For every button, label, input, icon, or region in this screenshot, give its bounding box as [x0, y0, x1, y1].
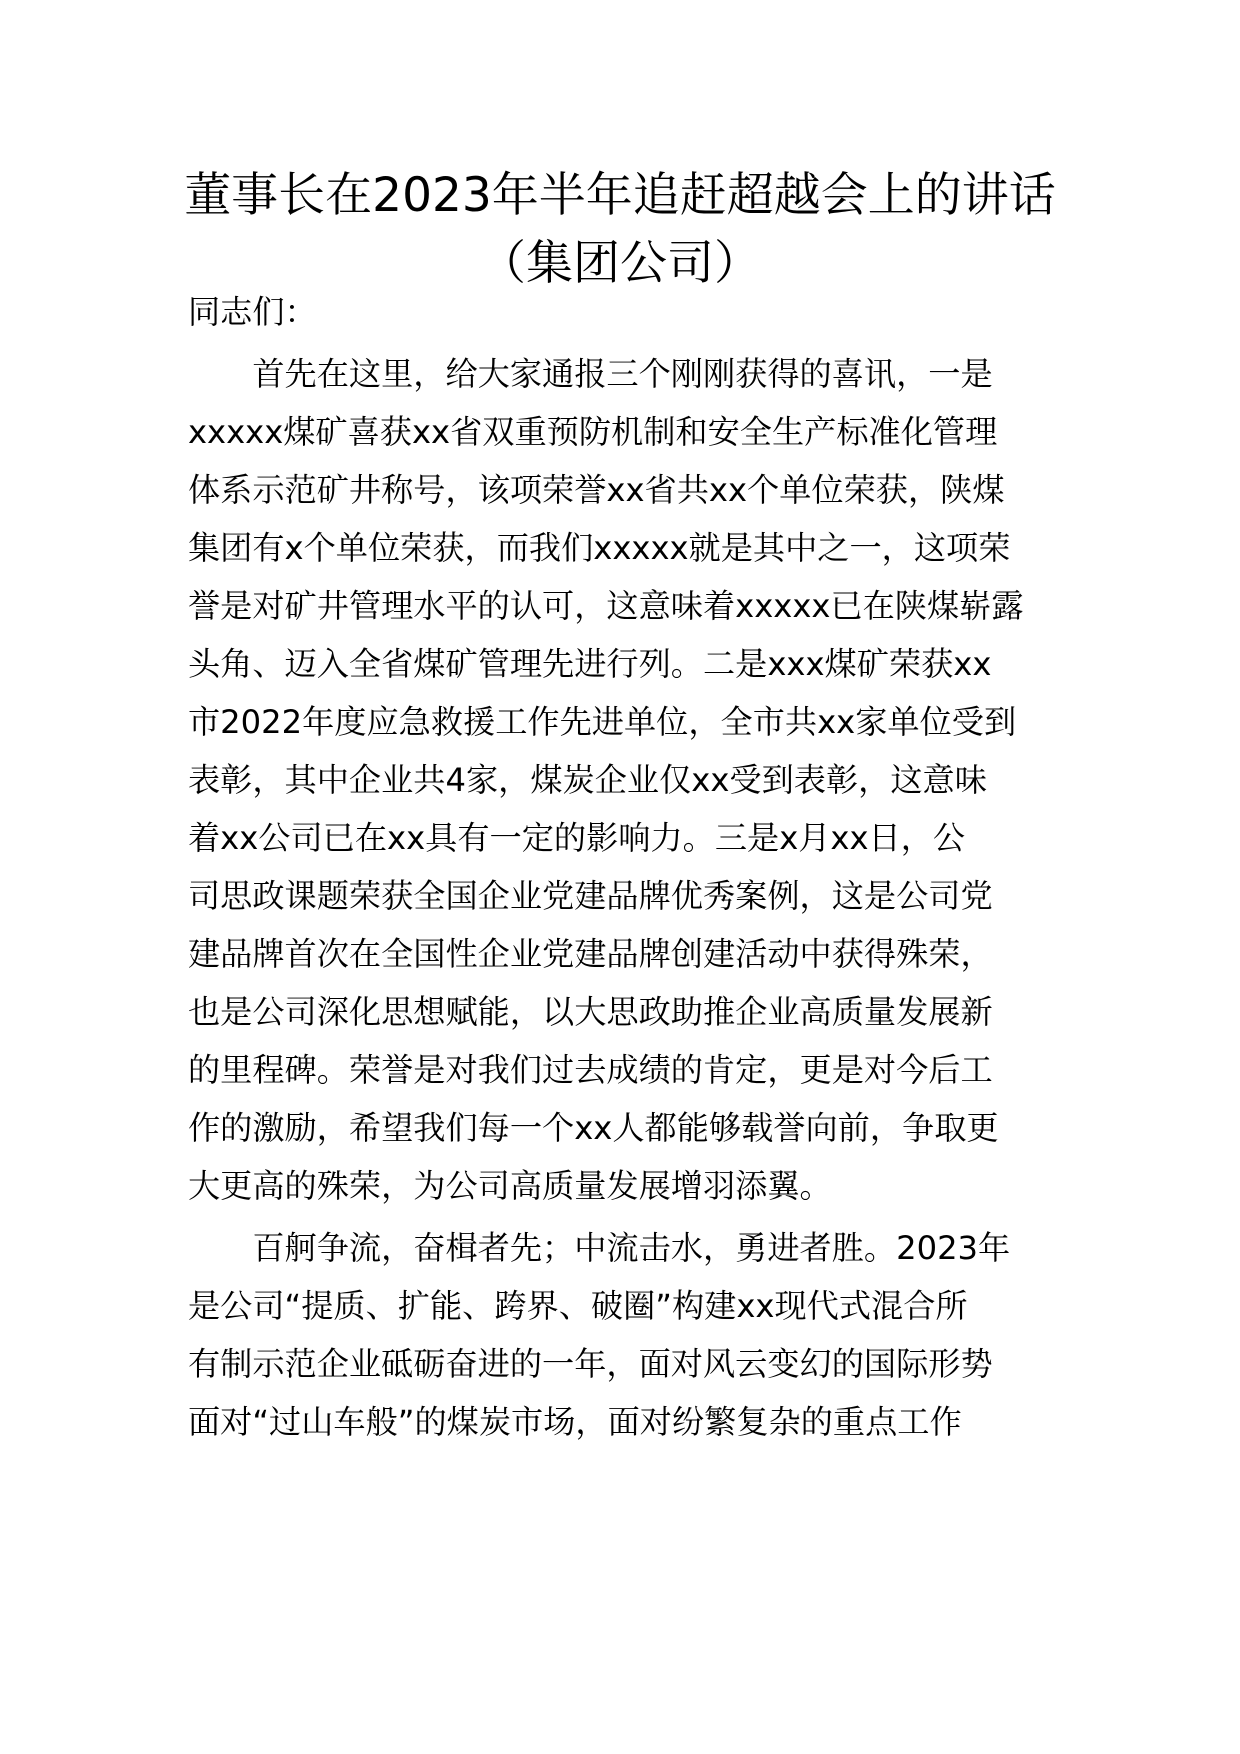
- document-title: 董事长在2023年半年追赶超越会上的讲话: [184, 168, 1056, 223]
- paragraph-line: 表彰，其中企业共4家，煤炭企业仅xx受到表彰，这意味: [188, 761, 987, 799]
- paragraph-line: 作的激励，希望我们每一个xx人都能够载誉向前，争取更: [188, 1109, 999, 1147]
- paragraph-line: 百舸争流，奋楫者先；中流击水，勇进者胜。2023年: [188, 1229, 1011, 1267]
- paragraph-line: 大更高的殊荣，为公司高质量发展增羽添翼。: [188, 1167, 832, 1205]
- salutation-line: 同志们：: [188, 293, 317, 331]
- paragraph-line: 有制示范企业砥砺奋进的一年，面对风云变幻的国际形势: [188, 1345, 993, 1383]
- paragraph-line: 市2022年度应急救援工作先进单位，全市共xx家单位受到: [188, 703, 1017, 741]
- paragraph-line: 体系示范矿井称号，该项荣誉xx省共xx个单位荣获，陕煤: [188, 471, 1005, 509]
- paragraph-line: 首先在这里，给大家通报三个刚刚获得的喜讯，一是: [188, 355, 993, 393]
- paragraph-line: 誉是对矿井管理水平的认可，这意味着xxxxx已在陕煤崭露: [188, 587, 1024, 625]
- paragraph-line: 面对“过山车般”的煤炭市场，面对纷繁复杂的重点工作: [188, 1403, 962, 1441]
- paragraph-line: 建品牌首次在全国性企业党建品牌创建活动中获得殊荣，: [188, 935, 993, 973]
- paragraph-line: 头角、迈入全省煤矿管理先进行列。二是xxx煤矿荣获xx: [188, 645, 992, 683]
- paragraph-line: xxxxx煤矿喜获xx省双重预防机制和安全生产标准化管理: [188, 413, 998, 451]
- paragraph-line: 的里程碑。荣誉是对我们过去成绩的肯定，更是对今后工: [188, 1051, 993, 1089]
- paragraph-line: 也是公司深化思想赋能，以大思政助推企业高质量发展新: [188, 993, 993, 1031]
- paragraph-line: 着xx公司已在xx具有一定的影响力。三是x月xx日，公: [188, 819, 966, 857]
- paragraph-line: 司思政课题荣获全国企业党建品牌优秀案例，这是公司党: [188, 877, 993, 915]
- paragraph-line: 是公司“提质、扩能、跨界、破圈”构建xx现代式混合所: [188, 1287, 968, 1325]
- document-subtitle: （集团公司）: [479, 236, 761, 291]
- paragraph-line: 集团有x个单位荣获，而我们xxxxx就是其中之一，这项荣: [188, 529, 1011, 567]
